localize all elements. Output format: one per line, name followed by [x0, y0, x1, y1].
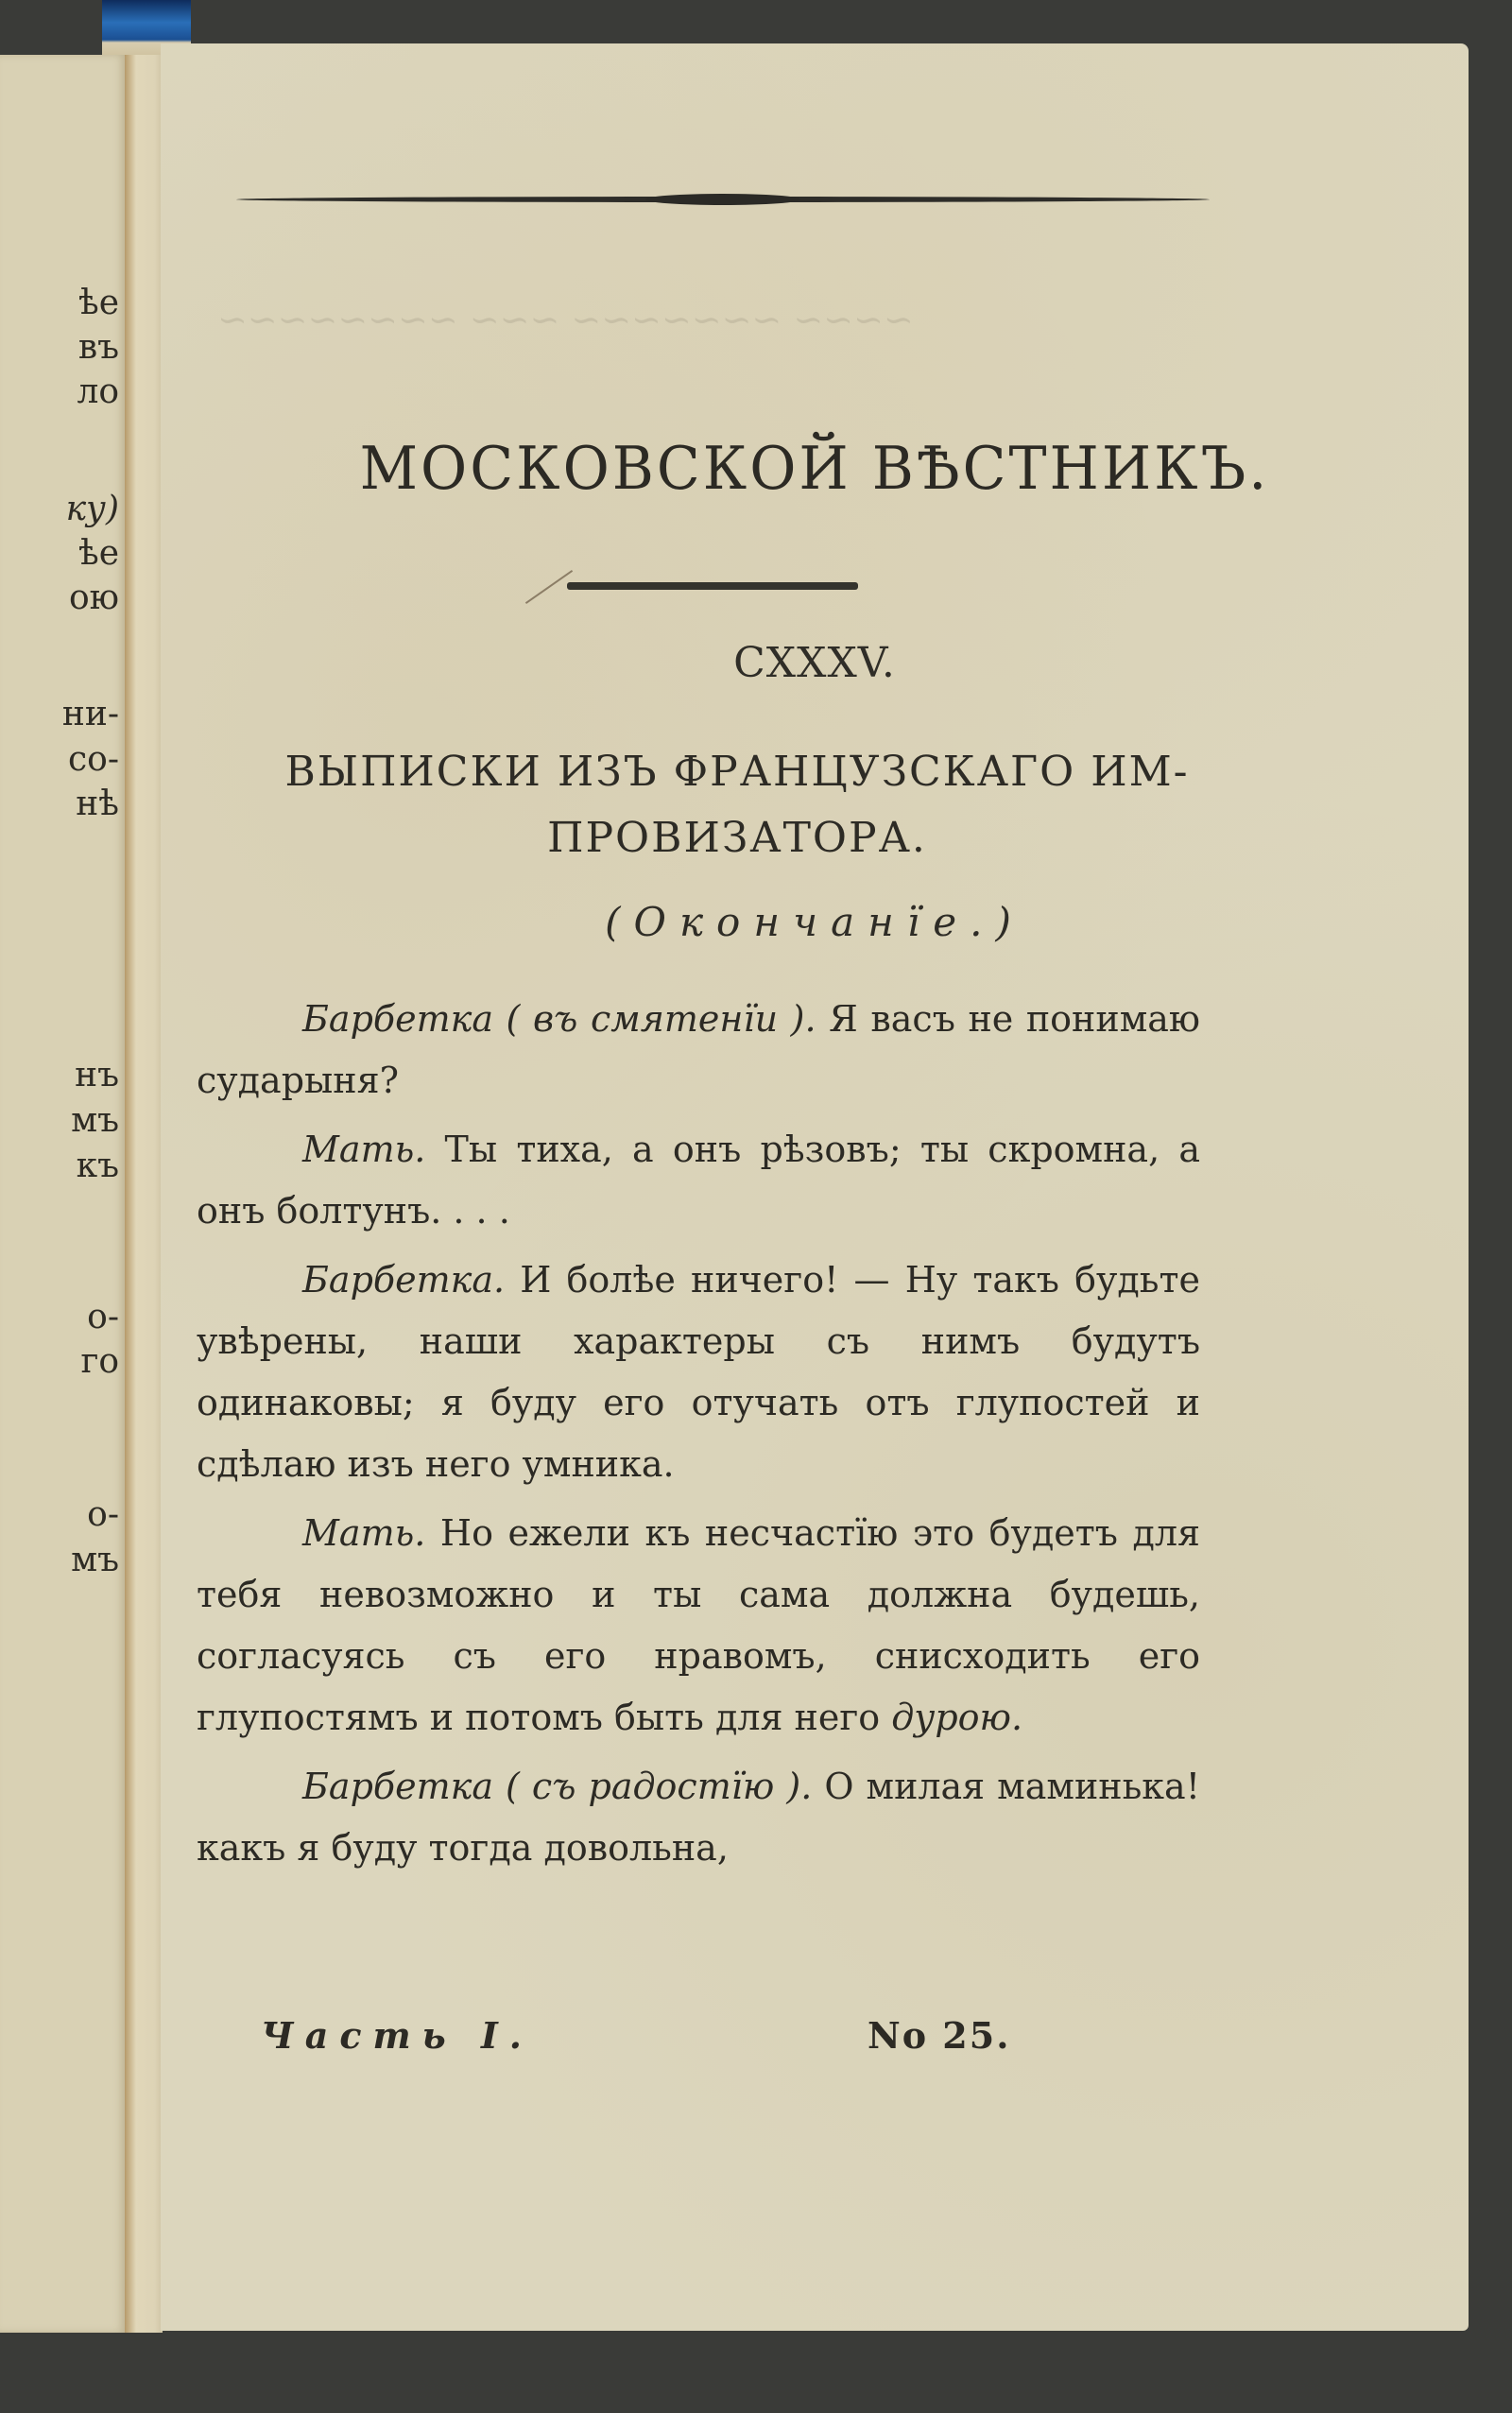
left-fragment: ою [68, 578, 119, 617]
left-fragment: мъ [71, 1101, 119, 1140]
show-through-text: ~~~~ ~~~~~~~ ~~~ ~~~~~~~~ [217, 299, 914, 340]
left-fragment: нѣ [76, 784, 119, 823]
article-title-line-1: ВЫПИСКИ ИЗЪ ФРАНЦУЗСКАГО ИМ- [284, 748, 1190, 796]
stage-direction: ( въ смятенїи ). [506, 998, 816, 1040]
speaker-name: Барбетка. [302, 1259, 506, 1301]
book-gutter [125, 55, 163, 2333]
dialogue-text: Но ежели къ несчастїю это будетъ для тебя невозможно и ты сама должна будешь, согласуясь съ его нравомъ, снисходить его глупостямъ и потомъ быть для него [197, 1512, 1200, 1738]
signature-line [161, 2014, 1200, 2071]
body-text [197, 989, 1200, 1887]
dialogue-text: Я васъ не понимаю сударыня? [197, 998, 1200, 1101]
left-fragment: ку) [65, 490, 119, 528]
signature-part: Часть I. [261, 2014, 533, 2057]
left-fragment: со- [68, 740, 119, 779]
left-fragment: въ [77, 328, 119, 367]
article-subtitle: (Окончанїе.) [605, 899, 1024, 945]
paper-scratch [525, 570, 573, 604]
dialogue-text: И болѣе ничего! — Ну такъ будьте увѣрены, наши характеры съ нимъ будутъ одинаковы; я буду его отучать отъ глупостей и сдѣлаю изъ него умника. [197, 1259, 1200, 1485]
left-fragment: къ [76, 1146, 119, 1185]
speaker-name: Мать. [302, 1129, 426, 1170]
speaker-name: Мать. [302, 1512, 426, 1554]
dialogue-paragraph [197, 1756, 1200, 1879]
speaker-name: Барбетка [302, 998, 493, 1040]
article-number: CXXXV. [733, 639, 896, 687]
dialogue-text: Ты тиха, а онъ рѣзовъ; ты скромна, а онъ болтунъ. . . . [197, 1129, 1200, 1232]
masthead-title [161, 434, 1469, 504]
stage-direction: ( съ радостїю ). [506, 1766, 813, 1807]
speaker-name: Барбетка [302, 1766, 493, 1807]
left-fragment: ло [77, 372, 119, 411]
left-fragment: мъ [71, 1541, 119, 1579]
left-fragment: о- [87, 1495, 119, 1534]
dialogue-paragraph [197, 1250, 1200, 1495]
top-ornamental-rule [236, 197, 1210, 202]
emphasized-word: дурою. [891, 1697, 1023, 1738]
dialogue-paragraph [197, 989, 1200, 1112]
section-divider-rule [567, 582, 858, 590]
dialogue-paragraph [197, 1119, 1200, 1242]
left-fragment: нъ [75, 1056, 119, 1094]
page [161, 43, 1469, 2331]
left-fragment: ѣе [77, 284, 119, 322]
dialogue-text: О милая маминька! какъ я буду тогда довольна, [197, 1766, 1200, 1869]
signature-number: No 25. [868, 2014, 1011, 2057]
left-fragment: о- [87, 1298, 119, 1336]
article-title [246, 739, 1228, 871]
left-page-edge [0, 55, 127, 2333]
dialogue-paragraph [197, 1503, 1200, 1749]
masthead-text: МОСКОВСКОЙ ВѢСТНИКЪ. [359, 434, 1270, 504]
left-fragment: ѣе [77, 534, 119, 573]
left-fragment: го [80, 1342, 119, 1381]
article-title-line-2: ПРОВИЗАТОРА. [547, 814, 927, 862]
left-fragment: ни- [61, 695, 119, 733]
